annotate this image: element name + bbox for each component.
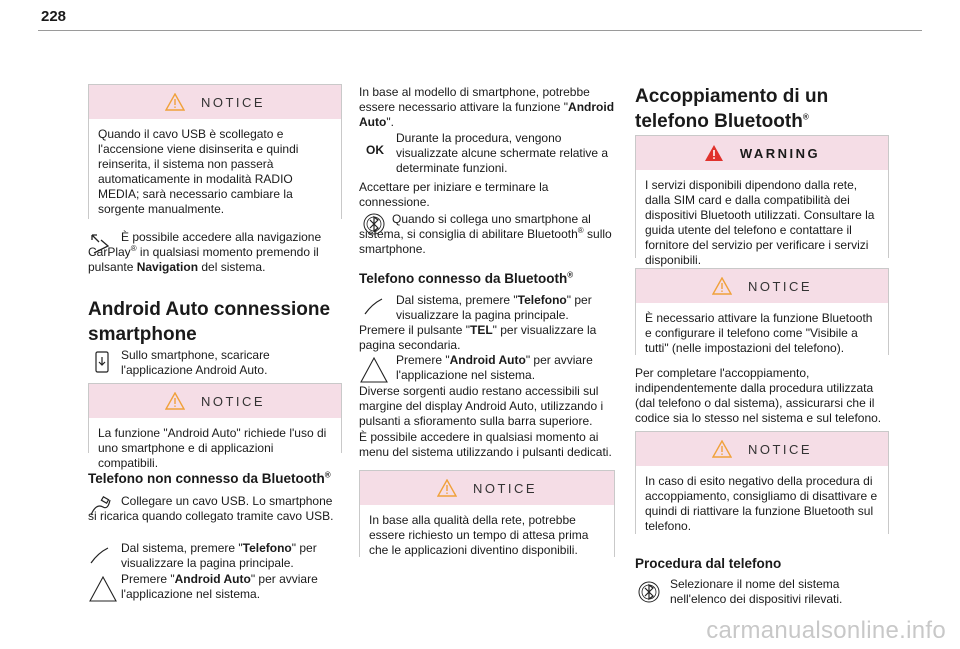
android-download-step: Sullo smartphone, scaricare l'applicazione Android Auto. [121,348,270,377]
notice-body: Quando il cavo USB è scollegato e l'accensione viene disinserita e quindi reinserita, il sistema non passerà automaticamente in modalità RADIO MEDIA; sarà necessario cambiare la sorgente manualmente. [89,119,341,226]
pairing-heading: Accoppiamento di un telefono Bluetooth® [635,86,829,132]
notice-title: NOTICE [472,480,538,496]
warning-body: I servizi disponibili dipendono dalla rete, dalla SIM card e dalla compatibilità dei dispositivi Bluetooth utilizzati. Consultare la guida utente del telefono e contattare il fornitore del servizio per verificare i servizi disponibili. [636,170,888,277]
caution-triangle-icon [437,479,457,497]
finger-press-icon [88,543,112,567]
notice-body: In base alla qualità della rete, potrebbe essere richiesto un tempo di attesa prima che le applicazioni diventino disponibili. [360,505,614,567]
menu-text: È possibile accedere in qualsiasi momento ai menu del sistema utilizzando i pulsanti dedicati. [359,430,612,459]
notice-usb-box [88,84,342,219]
page-number: 228 [41,8,67,25]
caution-triangle-icon [165,392,185,410]
caution-triangle-icon [165,93,185,111]
procedure-heading: Procedura dal telefono [635,556,782,571]
notice-title: NOTICE [200,94,266,110]
header-rule [38,30,922,31]
pairing-paragraph: Per completare l'accoppiamento, indipendentemente dalla procedura utilizzata (dal telefono o dal sistema), assicurarsi che il codice sia lo stesso nel sistema e sul telefono. [635,366,882,425]
carplay-text: È possibile accedere alla navigazione CarPlay® in qualsiasi momento premendo il pulsante Navigation del sistema. [88,230,322,274]
notice-failure-box [635,431,889,534]
warning-header [636,136,888,170]
notice-header [89,85,341,119]
bluetooth-icon [637,580,661,604]
finger-press-icon [362,294,386,318]
notice-body: La funzione "Android Auto" richiede l'uso di uno smartphone e di applicazioni compatibili. [89,418,341,480]
watermark: carmanualsonline.info [706,617,946,644]
notice-header [636,269,888,303]
notice-header [89,384,341,418]
touch-hand-icon [359,355,389,385]
notice-title: NOTICE [747,278,813,294]
notice-network-box [359,470,615,557]
notice-header [636,432,888,466]
notice-visibility-box [635,268,889,355]
notice-body: È necessario attivare la funzione Bluetooth e configurare il telefono come "Visibile a tutti" (nelle impostazioni del telefono). [636,303,888,365]
audio-text: Diverse sorgenti audio restano accessibili sul margine del display Android Auto, utilizzando i pulsanti a sfioramento sulla barra superiore. [359,384,604,428]
ok-icon: OK [366,143,384,157]
bluetooth-text: Quando si collega uno smartphone al sistema, si consiglia di abilitare Bluetooth® sullo smartphone. [359,212,612,256]
warning-box [635,135,889,267]
android-intro: In base al modello di smartphone, potrebbe essere necessario attivare la funzione "Android Auto". [359,85,615,129]
telefono-step: Dal sistema, premere "Telefono" per visualizzare la pagina principale. [121,541,317,570]
notice-body: In caso di esito negativo della procedura di accoppiamento, consigliamo di disattivare e quindi di riattivare la funzione Bluetooth sul telefono. [636,466,888,543]
usb-step: Collegare un cavo USB. Lo smartphone si ricarica quando collegato tramite cavo USB. [88,494,334,523]
caution-triangle-icon [712,440,732,458]
tel-step: Premere il pulsante "TEL" per visualizzare la pagina secondaria. [359,323,597,352]
accept-text: Accettare per iniziare e terminare la connessione. [359,180,549,209]
touch-hand-icon [88,574,118,604]
connected-heading: Telefono connesso da Bluetooth® [359,270,574,286]
notice-header [360,471,614,505]
warning-title: WARNING [739,145,821,161]
android-start-step: Premere "Android Auto" per avviare l'applicazione nel sistema. [121,572,318,601]
ok-text: Durante la procedura, vengono visualizzate alcune schermate relative a determinate funzioni. [396,131,609,175]
telefono-step: Dal sistema, premere "Telefono" per visualizzare la pagina principale. [396,293,592,322]
notice-android-box [88,383,342,470]
procedure-step: Selezionare il nome del sistema nell'elenco dei dispositivi rilevati. [670,577,843,606]
notice-title: NOTICE [747,441,813,457]
warning-triangle-icon [704,144,724,162]
android-start-step: Premere "Android Auto" per avviare l'applicazione nel sistema. [396,353,593,382]
caution-triangle-icon [712,277,732,295]
notice-title: NOTICE [200,393,266,409]
android-auto-heading: Android Auto connessione smartphone [88,299,331,345]
not-connected-heading: Telefono non connesso da Bluetooth® [88,470,331,486]
smartphone-download-icon [90,350,114,374]
